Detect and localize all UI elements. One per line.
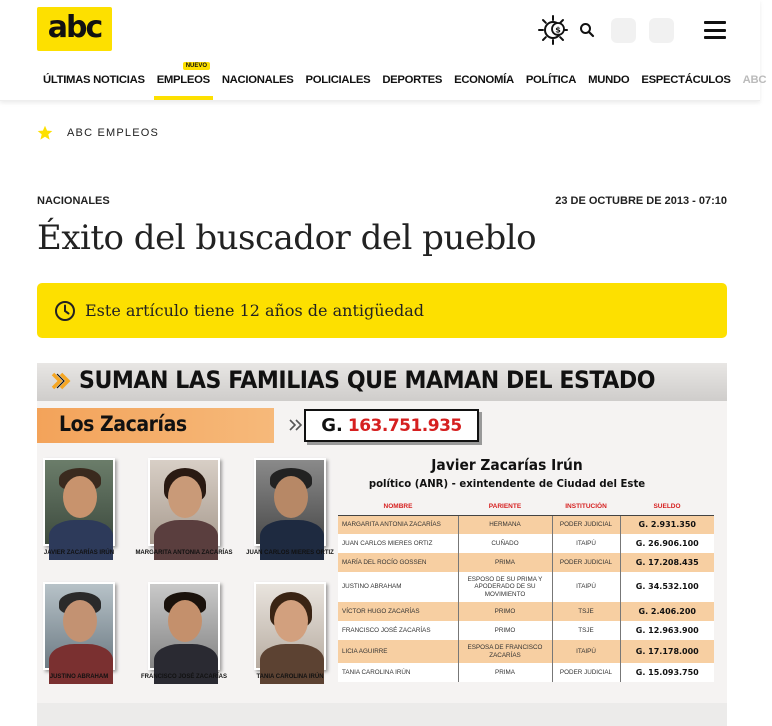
infographic-banner: [37, 363, 727, 401]
photo-caption: JUSTINO ABRAHAM: [49, 674, 109, 680]
star-icon: [37, 125, 53, 141]
cell-pariente: ESPOSA DE FRANCISCO ZACARÍAS: [458, 640, 552, 663]
total-amount: 163.751.935: [347, 415, 462, 436]
cell-nombre: JUAN CARLOS MIERES ORTIZ: [338, 534, 458, 553]
cell-nombre: MARGARITA ANTONIA ZACARÍAS: [338, 515, 458, 534]
cell-pariente: HERMANA: [458, 515, 552, 534]
table-row: [338, 602, 714, 621]
cell-pariente: PRIMO: [458, 621, 552, 640]
currency-sun-icon[interactable]: [537, 14, 569, 46]
placeholder-button[interactable]: [649, 18, 674, 43]
person-name: Javier Zacarías Irún: [431, 456, 583, 474]
family-name: Los Zacarías: [59, 412, 187, 436]
column-header: SUELDO: [620, 498, 714, 515]
placeholder-button[interactable]: [611, 18, 636, 43]
table-header-row: [338, 498, 714, 515]
nav-item-ultimas-noticias[interactable]: ÚLTIMAS NOTICIAS: [43, 74, 145, 86]
cell-pariente: ESPOSO DE SU PRIMA Y APODERADO DE SU MOVIMIENTO: [458, 572, 552, 602]
infographic-footer-strip: [37, 703, 727, 726]
nav-item-nacionales[interactable]: NACIONALES: [221, 74, 294, 86]
photo-caption: FRANCISCO JOSÉ ZACARÍAS: [140, 674, 227, 680]
photo-caption: TANIA CAROLINA IRÚN: [256, 674, 324, 680]
article-date: 23 DE OCTUBRE DE 2013 - 07:10: [555, 195, 727, 207]
nav-item-policiales[interactable]: POLICIALES: [305, 74, 371, 86]
table-row: [338, 515, 714, 534]
currency-prefix: G.: [321, 415, 343, 436]
table-row: [338, 534, 714, 553]
portrait-photo: [254, 582, 326, 670]
portrait-photo: [43, 458, 115, 546]
cell-institucion: TSJE: [552, 621, 620, 640]
tag-label: ABC EMPLEOS: [67, 127, 160, 139]
cell-institucion: ITAIPÚ: [552, 534, 620, 553]
table-row: [338, 553, 714, 572]
age-notice: [37, 283, 727, 338]
cell-sueldo: G. 2.406.200: [620, 602, 714, 621]
column-header: NOMBRE: [338, 498, 458, 515]
cell-nombre: LICIA AGUIRRE: [338, 640, 458, 663]
article-infographic[interactable]: [37, 363, 727, 726]
cell-nombre: FRANCISCO JOSÉ ZACARÍAS: [338, 621, 458, 640]
photo-caption: JUAN CARLOS MIERES ORTIZ: [246, 550, 334, 556]
cell-sueldo: G. 17.178.000: [620, 640, 714, 663]
new-badge: NUEVO: [183, 62, 210, 70]
cell-nombre: JUSTINO ABRAHAM: [338, 572, 458, 602]
cell-nombre: TANIA CAROLINA IRÚN: [338, 663, 458, 682]
nav-item-deportes[interactable]: DEPORTES: [382, 74, 443, 86]
header-icons: [537, 14, 726, 46]
photo-caption: MARGARITA ANTONIA ZACARÍAS: [135, 550, 233, 556]
portrait-photo: [254, 458, 326, 546]
cell-institucion: PODER JUDICIAL: [552, 663, 620, 682]
table-row: [338, 572, 714, 602]
family-total: [304, 409, 479, 442]
cell-pariente: CUÑADO: [458, 534, 552, 553]
cell-sueldo: G. 2.931.350: [620, 515, 714, 534]
cell-sueldo: G. 26.906.100: [620, 534, 714, 553]
double-chevron-icon: [51, 372, 75, 390]
article-tag[interactable]: [37, 125, 159, 141]
portrait-photo: [43, 582, 115, 670]
nav-item-abc[interactable]: ABC: [742, 74, 767, 86]
column-header: PARIENTE: [458, 498, 552, 515]
nav-item-espectaculos[interactable]: ESPECTÁCULOS: [641, 74, 731, 86]
site-header: [0, 0, 767, 101]
banner-headline: SUMAN LAS FAMILIAS QUE MAMAN DEL ESTADO: [79, 366, 656, 394]
section-link[interactable]: NACIONALES: [37, 195, 110, 207]
cell-institucion: PODER JUDICIAL: [552, 515, 620, 534]
cell-sueldo: G. 15.093.750: [620, 663, 714, 682]
cell-pariente: PRIMA: [458, 663, 552, 682]
nav-item-mundo[interactable]: MUNDO: [588, 74, 630, 86]
cell-pariente: PRIMO: [458, 602, 552, 621]
nav-item-economia[interactable]: ECONOMÍA: [454, 74, 514, 86]
family-bar: [37, 408, 274, 443]
cell-institucion: TSJE: [552, 602, 620, 621]
nav-item-politica[interactable]: POLÍTICA: [525, 74, 577, 86]
search-icon[interactable]: [579, 22, 595, 38]
cell-institucion: PODER JUDICIAL: [552, 553, 620, 572]
cell-sueldo: G. 34.532.100: [620, 572, 714, 602]
notice-text: Este artículo tiene 12 años de antigüedad: [85, 301, 425, 320]
hamburger-menu-icon[interactable]: [704, 21, 726, 39]
double-chevron-icon: [289, 419, 303, 431]
salary-table: [338, 498, 714, 682]
logo-text: abc: [47, 9, 102, 45]
cell-sueldo: G. 12.963.900: [620, 621, 714, 640]
column-header: INSTITUCIÓN: [552, 498, 620, 515]
table-row: [338, 640, 714, 663]
person-role: político (ANR) - exintendente de Ciudad del Este: [368, 477, 646, 490]
cell-nombre: VÍCTOR HUGO ZACARÍAS: [338, 602, 458, 621]
clock-icon: [54, 300, 76, 322]
portrait-photo: [148, 582, 220, 670]
cell-nombre: MARÍA DEL ROCÍO GOSSEN: [338, 553, 458, 572]
article-title: Éxito del buscador del pueblo: [37, 218, 537, 258]
abc-logo[interactable]: [37, 7, 112, 51]
cell-institucion: ITAIPÚ: [552, 640, 620, 663]
cell-pariente: PRIMA: [458, 553, 552, 572]
portrait-photo: [148, 458, 220, 546]
table-row: [338, 621, 714, 640]
table-row: [338, 663, 714, 682]
main-nav: [37, 62, 767, 100]
cell-institucion: ITAIPÚ: [552, 572, 620, 602]
nav-item-label: EMPLEOS: [156, 74, 210, 86]
svg-text:$: $: [555, 25, 561, 35]
photo-caption: JAVIER ZACARÍAS IRÚN: [43, 550, 115, 556]
cell-sueldo: G. 17.208.435: [620, 553, 714, 572]
nav-item-empleos[interactable]: [151, 62, 216, 100]
